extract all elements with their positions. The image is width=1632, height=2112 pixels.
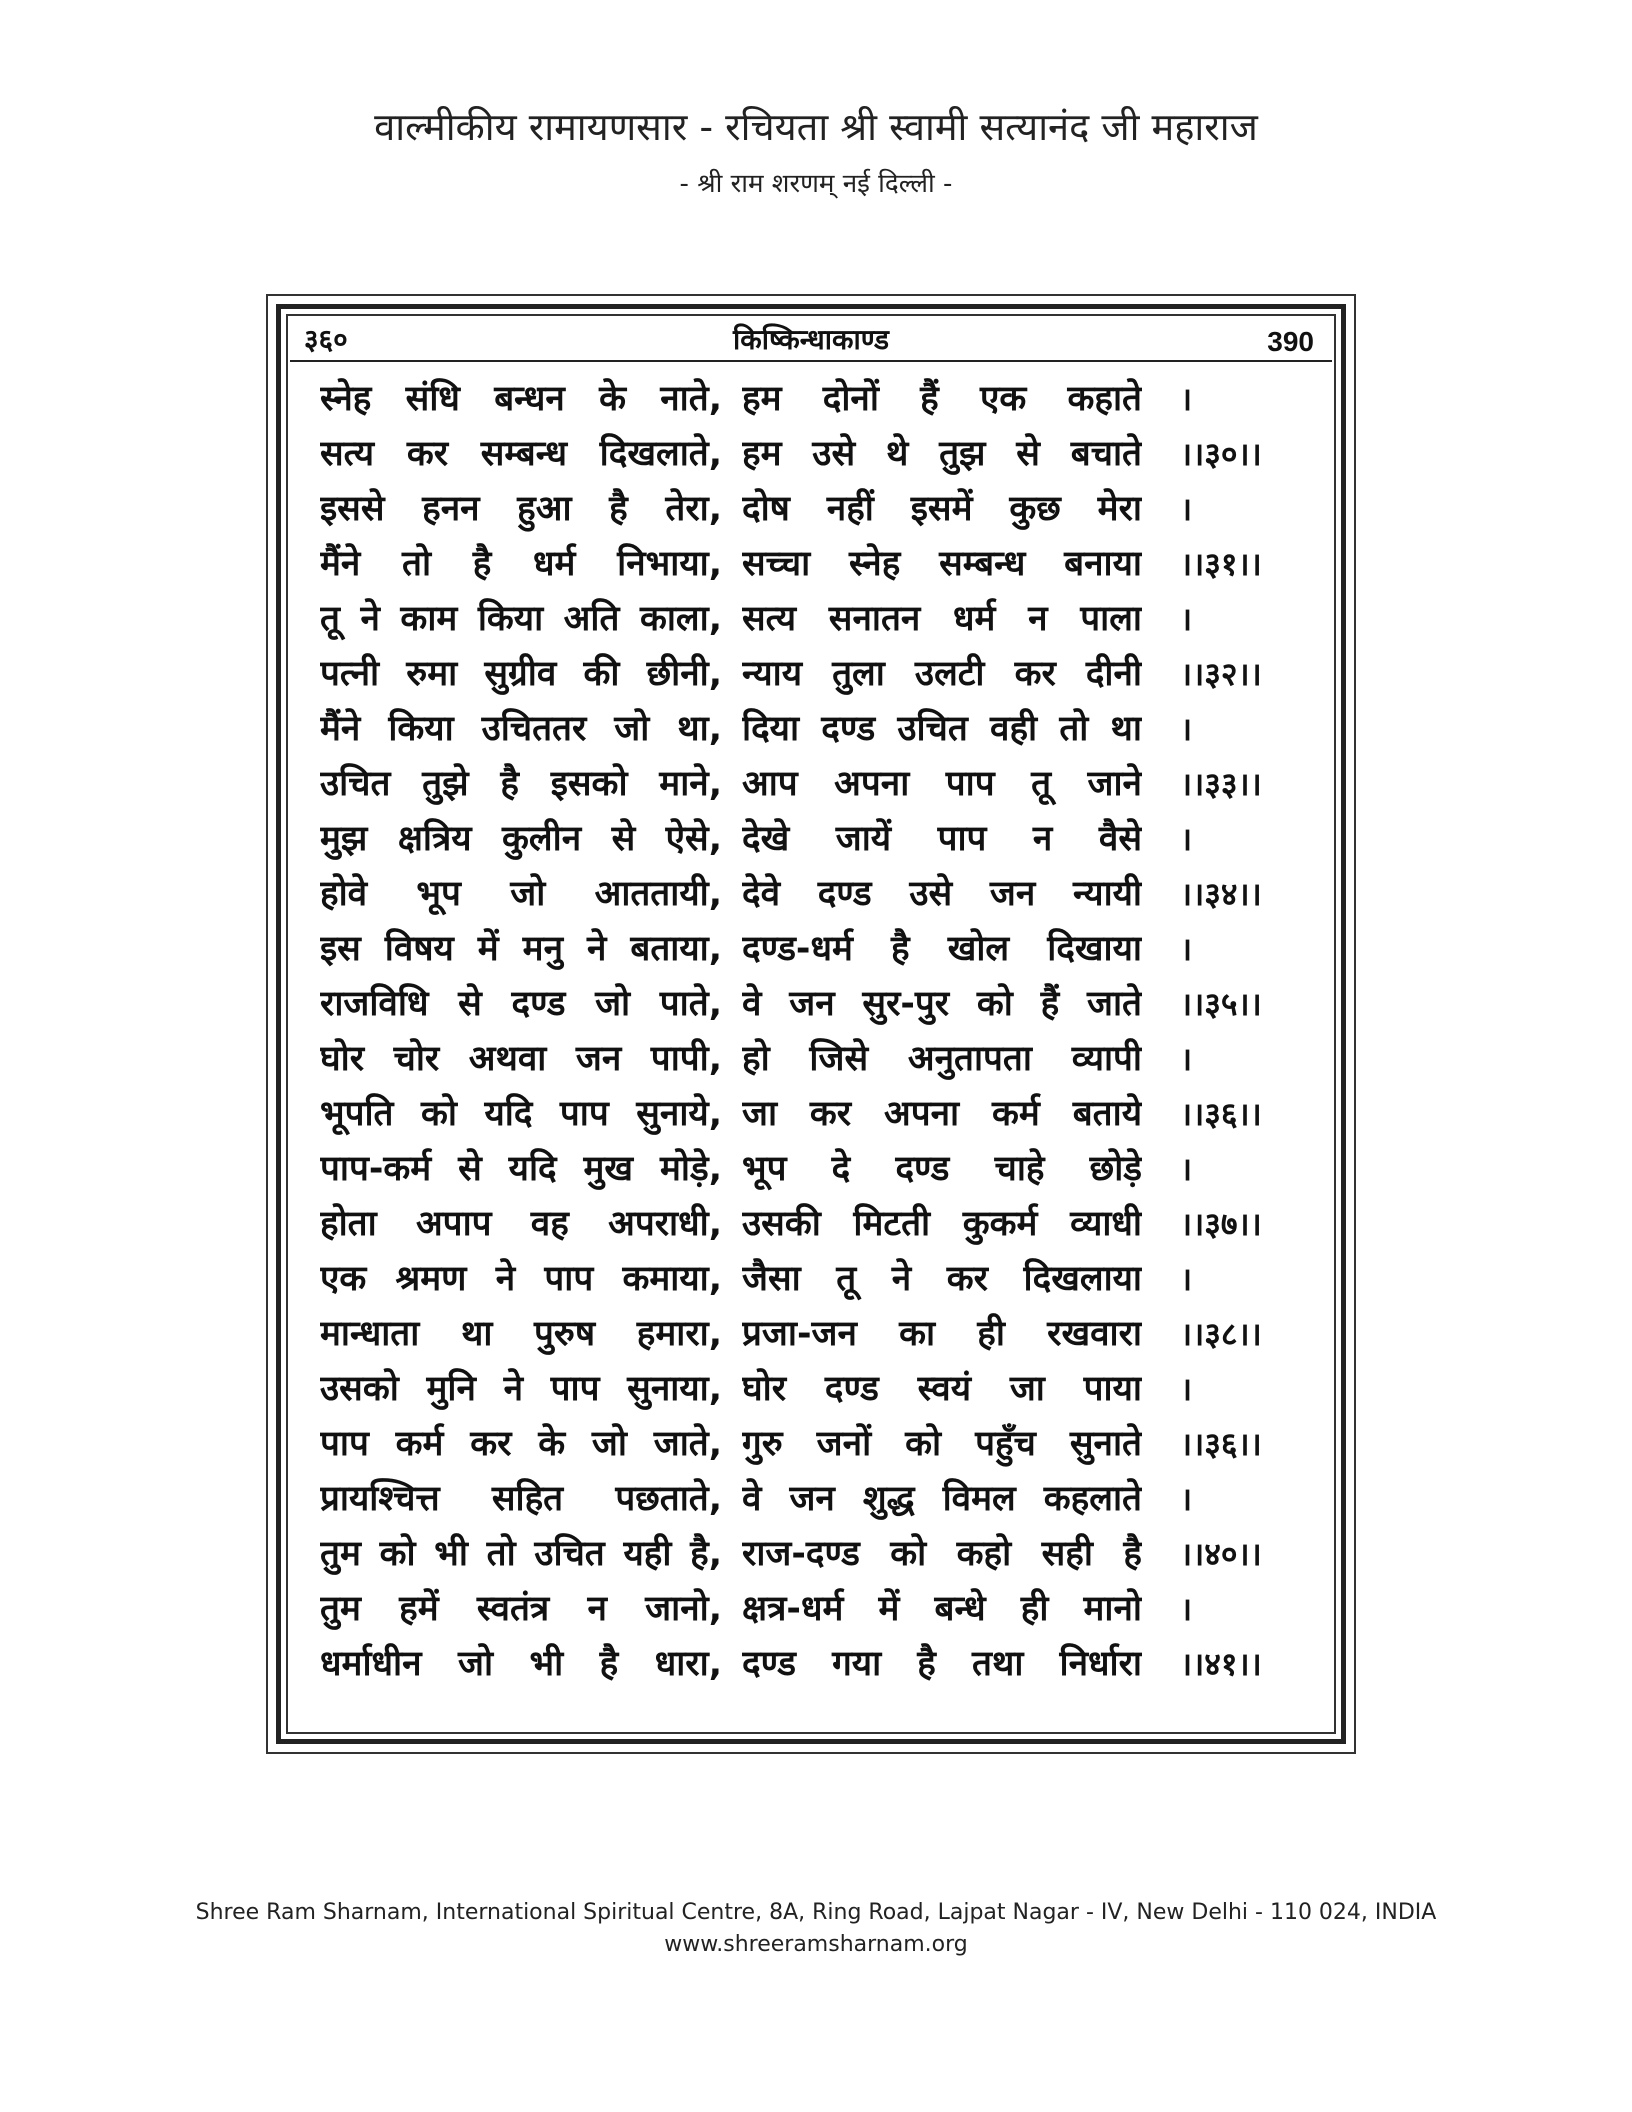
verse-second-half: वे जन सुर-पुर को हैं जाते [742, 984, 1142, 1024]
verse-second-half: प्रजा-जन का ही रखवारा [742, 1314, 1142, 1354]
verse-number: । [1180, 490, 1193, 528]
verse-second-half: सत्य सनातन धर्म न पाला [742, 599, 1142, 639]
verse-number: ।।३४।। [1180, 875, 1262, 913]
verse-number: ।।३२।। [1180, 655, 1262, 693]
verse-line [0, 812, 1632, 867]
verse-line [0, 1032, 1632, 1087]
verse-line [0, 1252, 1632, 1307]
verse-second-half: दोष नहीं इसमें कुछ मेरा [742, 489, 1142, 529]
verse-first-half: एक श्रमण ने पाप कमाया, [320, 1259, 722, 1299]
verse-second-half: दिया दण्ड उचित वही तो था [742, 709, 1142, 749]
verse-first-half: पाप-कर्म से यदि मुख मोड़े, [320, 1149, 722, 1189]
verse-line [0, 867, 1632, 922]
verse-first-half: राजविधि से दण्ड जो पाते, [320, 984, 722, 1024]
verse-first-half: उसको मुनि ने पाप सुनाया, [320, 1369, 722, 1409]
verse-number: ।।३१।। [1180, 545, 1262, 583]
verse-number: । [1180, 820, 1193, 858]
verse-line [0, 482, 1632, 537]
verse-second-half: न्याय तुला उलटी कर दीनी [742, 654, 1142, 694]
verse-second-half: दण्ड-धर्म है खोल दिखाया [742, 929, 1142, 969]
verse-number: । [1180, 1590, 1193, 1628]
verse-number: । [1180, 380, 1193, 418]
page-number: 390 [1267, 326, 1314, 357]
verse-line [0, 977, 1632, 1032]
verse-line [0, 537, 1632, 592]
verse-number: ।।३८।। [1180, 1315, 1262, 1353]
verse-number: ।।४०।। [1180, 1535, 1262, 1573]
verse-number: ।।३३।। [1180, 765, 1262, 803]
verse-first-half: पत्नी रुमा सुग्रीव की छीनी, [320, 654, 722, 694]
verse-first-half: धर्माधीन जो भी है धारा, [320, 1644, 722, 1684]
page-number-devanagari: ३६० [304, 323, 348, 356]
verse-number: ।।३५।। [1180, 985, 1262, 1023]
verse-number: ।।३०।। [1180, 435, 1262, 473]
verse-second-half: भूप दे दण्ड चाहे छोड़े [742, 1149, 1142, 1189]
verse-first-half: प्रायश्चित्त सहित पछताते, [320, 1479, 722, 1519]
verse-first-half: इस विषय में मनु ने बताया, [320, 929, 722, 969]
verse-line [0, 922, 1632, 977]
verse-line [0, 1087, 1632, 1142]
verse-line [0, 1362, 1632, 1417]
verse-number: । [1180, 1480, 1193, 1518]
page-header-bar [290, 318, 1332, 362]
verse-first-half: मैंने किया उचिततर जो था, [320, 709, 722, 749]
verse-second-half: हम उसे थे तुझ से बचाते [742, 434, 1142, 474]
verse-second-half: गुरु जनों को पहुँच सुनाते [742, 1424, 1142, 1464]
verse-second-half: हम दोनों हैं एक कहाते [742, 379, 1142, 419]
verse-first-half: सत्य कर सम्बन्ध दिखलाते, [320, 434, 722, 474]
verse-first-half: तू ने काम किया अति काला, [320, 599, 722, 639]
verse-second-half: जैसा तू ने कर दिखलाया [742, 1259, 1142, 1299]
verse-line [0, 647, 1632, 702]
verse-second-half: उसकी मिटती कुकर्म व्याधी [742, 1204, 1142, 1244]
verse-number: । [1180, 1040, 1193, 1078]
verse-line [0, 1472, 1632, 1527]
document-subtitle: - श्री राम शरणम् नई दिल्ली - [679, 169, 953, 199]
verse-first-half: मैंने तो है धर्म निभाया, [320, 544, 722, 584]
verse-line [0, 1307, 1632, 1362]
verse-second-half: घोर दण्ड स्वयं जा पाया [742, 1369, 1142, 1409]
verse-line [0, 702, 1632, 757]
verse-first-half: स्नेह संधि बन्धन के नाते, [320, 379, 722, 419]
verse-second-half: राज-दण्ड को कहो सही है [742, 1534, 1142, 1574]
verse-number: । [1180, 930, 1193, 968]
verse-number: ।।४१।। [1180, 1645, 1262, 1683]
verse-line [0, 592, 1632, 647]
footer-website: www.shreeramsharnam.org [664, 1932, 968, 1957]
verse-first-half: इससे हनन हुआ है तेरा, [320, 489, 722, 529]
verse-first-half: पाप कर्म कर के जो जाते, [320, 1424, 722, 1464]
verse-second-half: क्षत्र-धर्म में बन्धे ही मानो [742, 1589, 1142, 1629]
verse-first-half: भूपति को यदि पाप सुनाये, [320, 1094, 722, 1134]
verse-second-half: सच्चा स्नेह सम्बन्ध बनाया [742, 544, 1142, 584]
verse-first-half: तुम हमें स्वतंत्र न जानो, [320, 1589, 722, 1629]
verse-first-half: होता अपाप वह अपराधी, [320, 1204, 722, 1244]
verse-line [0, 1142, 1632, 1197]
verse-number: ।।३६।। [1180, 1425, 1262, 1463]
verse-number: । [1180, 1150, 1193, 1188]
verse-line [0, 1417, 1632, 1472]
verse-number: । [1180, 710, 1193, 748]
verse-line [0, 1527, 1632, 1582]
verse-second-half: देवे दण्ड उसे जन न्यायी [742, 874, 1142, 914]
verse-second-half: जा कर अपना कर्म बताये [742, 1094, 1142, 1134]
verse-number: । [1180, 1370, 1193, 1408]
section-title: किष्किन्धाकाण्ड [732, 323, 890, 356]
verse-second-half: दण्ड गया है तथा निर्धारा [742, 1644, 1142, 1684]
verse-number: । [1180, 1260, 1193, 1298]
verse-line [0, 372, 1632, 427]
verse-first-half: होवे भूप जो आततायी, [320, 874, 722, 914]
verse-first-half: तुम को भी तो उचित यही है, [320, 1534, 722, 1574]
verse-second-half: देखे जायें पाप न वैसे [742, 819, 1142, 859]
verse-number: ।।३६।। [1180, 1095, 1262, 1133]
verse-list [0, 372, 1632, 1692]
verse-second-half: आप अपना पाप तू जाने [742, 764, 1142, 804]
verse-first-half: उचित तुझे है इसको माने, [320, 764, 722, 804]
verse-second-half: हो जिसे अनुतापता व्यापी [742, 1039, 1142, 1079]
verse-first-half: मान्धाता था पुरुष हमारा, [320, 1314, 722, 1354]
footer-address: Shree Ram Sharnam, International Spiritual Centre, 8A, Ring Road, Lajpat Nagar - IV, New Delhi - 110 024, INDIA [195, 1900, 1437, 1925]
document-title: वाल्मीकीय रामायणसार - रचियता श्री स्वामी सत्यानंद जी महाराज [374, 105, 1258, 149]
verse-line [0, 757, 1632, 812]
verse-first-half: घोर चोर अथवा जन पापी, [320, 1039, 722, 1079]
verse-first-half: मुझ क्षत्रिय कुलीन से ऐसे, [320, 819, 722, 859]
verse-line [0, 1582, 1632, 1637]
verse-number: ।।३७।। [1180, 1205, 1262, 1243]
verse-number: । [1180, 600, 1193, 638]
verse-line [0, 1637, 1632, 1692]
verse-line [0, 1197, 1632, 1252]
verse-second-half: वे जन शुद्ध विमल कहलाते [742, 1479, 1142, 1519]
verse-line [0, 427, 1632, 482]
